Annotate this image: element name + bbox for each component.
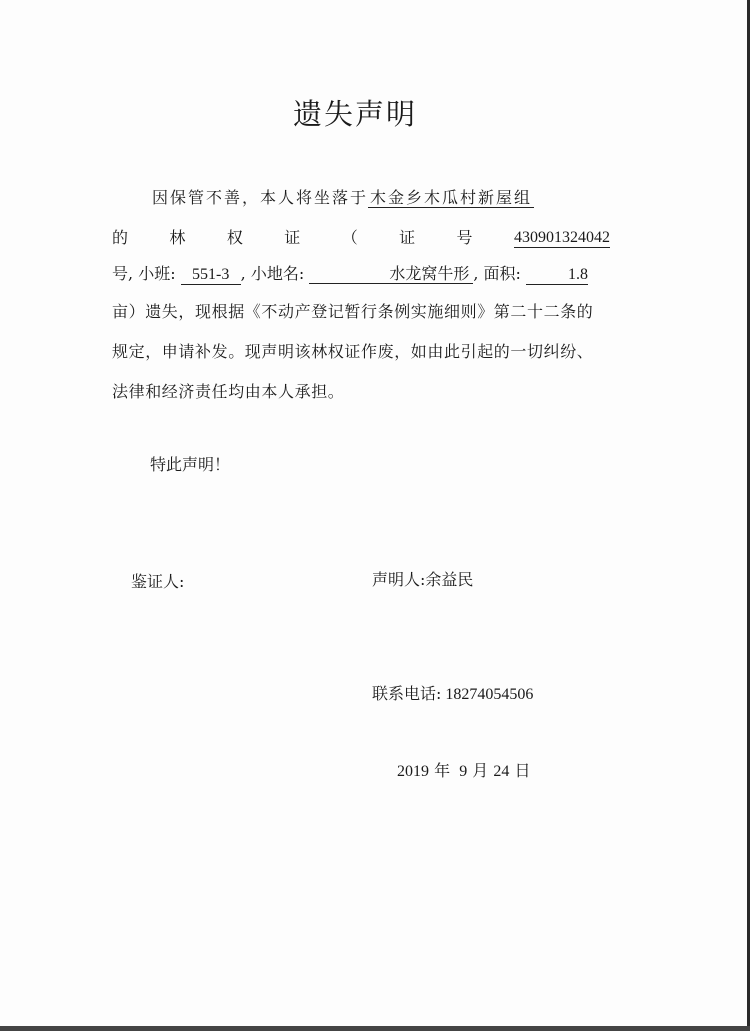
cert-number-field: 430901324042 bbox=[513, 229, 610, 246]
phone-number: 18274054506 bbox=[445, 686, 534, 703]
plot-label: , 小班: bbox=[128, 264, 181, 283]
declaration-text: 特此声明！ bbox=[150, 455, 231, 474]
date-year-unit: 年 bbox=[434, 761, 451, 780]
body-line-1 bbox=[152, 188, 534, 208]
line2-char: （ bbox=[341, 228, 358, 247]
declarant-label: 声明人: bbox=[372, 570, 426, 589]
body-line-3 bbox=[112, 264, 588, 285]
line2-char: 权 bbox=[226, 228, 243, 247]
plot-number-field: 551-3 bbox=[181, 265, 241, 285]
line1-prefix: 因保管不善，本人将坐落于 bbox=[152, 188, 369, 207]
place-name-field: 水龙窝牛形 bbox=[309, 264, 473, 284]
declarant-name: 余益民 bbox=[425, 570, 474, 589]
place-label: , 小地名: bbox=[240, 264, 310, 283]
line3-hao: 号 bbox=[112, 264, 129, 283]
phone-line bbox=[372, 684, 533, 705]
declarant-line bbox=[372, 570, 473, 590]
line2-char: 证 bbox=[399, 228, 416, 247]
document-title: 遗失声明 bbox=[292, 97, 417, 131]
scan-edge-bottom bbox=[0, 1026, 750, 1031]
body-line-4: 亩）遗失，现根据《不动产登记暂行条例实施细则》第二十二条的 bbox=[112, 302, 594, 321]
date-line bbox=[397, 761, 531, 782]
body-line-5: 规定，申请补发。现声明该林权证作废，如由此引起的一切纠纷、 bbox=[112, 342, 594, 361]
line2-char: 证 bbox=[284, 228, 301, 247]
date-month-unit: 月 bbox=[472, 761, 489, 780]
line2-char: 号 bbox=[456, 228, 473, 247]
date-month: 9 bbox=[459, 763, 468, 780]
date-day-unit: 日 bbox=[514, 761, 531, 780]
date-year: 2019 bbox=[397, 763, 429, 780]
location-field: 木金乡木瓜村新屋组 bbox=[370, 188, 533, 207]
area-field: 1.8 bbox=[526, 265, 588, 285]
body-line-2 bbox=[112, 228, 610, 248]
phone-label: 联系电话: bbox=[372, 684, 442, 703]
line2-char: 的 bbox=[112, 228, 129, 247]
date-day: 24 bbox=[493, 763, 510, 780]
body-line-6: 法律和经济责任均由本人承担。 bbox=[112, 382, 345, 401]
line2-char: 林 bbox=[169, 228, 186, 247]
area-label: , 面积: bbox=[473, 264, 526, 283]
witness-label: 鉴证人: bbox=[131, 572, 185, 591]
